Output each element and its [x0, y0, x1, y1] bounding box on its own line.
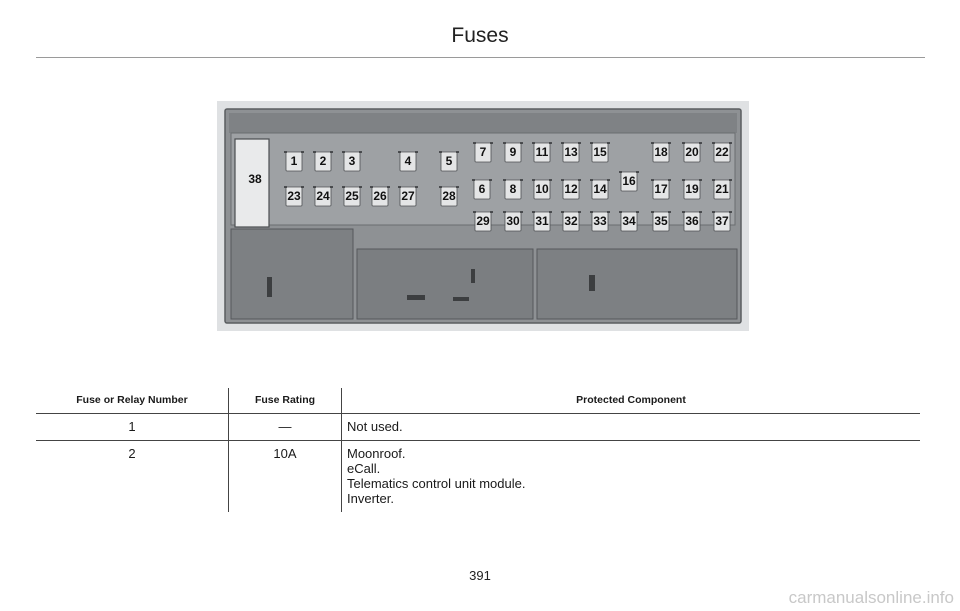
protected-component-cell	[342, 414, 921, 441]
fuse-number-label: 29	[476, 214, 490, 228]
column-header-rating: Fuse Rating	[229, 388, 342, 414]
fuse-rating-cell: 10A	[229, 441, 342, 513]
protected-component-cell	[342, 441, 921, 513]
fuse-box-illustration	[217, 101, 749, 331]
fuse-number-label: 1	[290, 154, 298, 168]
fuse-number-label: 11	[535, 145, 549, 159]
fuse-number-label: 31	[535, 214, 549, 228]
fuse-number-label: 38	[248, 172, 262, 186]
latch-slot-left	[267, 277, 272, 297]
component-line: eCall.	[347, 461, 381, 476]
page-title: Fuses	[451, 24, 509, 47]
fuse-number-label: 20	[685, 145, 699, 159]
fuse-rating-cell: —	[229, 414, 342, 441]
fuse-number-label: 6	[478, 182, 486, 196]
fuse-number-label: 19	[685, 182, 699, 196]
lower-compartment-left	[231, 229, 353, 319]
column-header-number: Fuse or Relay Number	[36, 388, 229, 414]
column-header-component: Protected Component	[342, 388, 921, 414]
fuse-number-label: 32	[564, 214, 578, 228]
fuse-table	[36, 388, 920, 512]
component-line: Telematics control unit module.	[347, 476, 526, 491]
fuse-number-label: 22	[715, 145, 729, 159]
fuse-number-label: 10	[535, 182, 549, 196]
fuse-number-label: 33	[593, 214, 607, 228]
fuse-number-label: 34	[622, 214, 636, 228]
fuse-number-label: 13	[564, 145, 578, 159]
fuse-number-label: 12	[564, 182, 578, 196]
fuse-number-label: 37	[715, 214, 729, 228]
fuse-number-label: 17	[654, 182, 668, 196]
fuse-number-label: 5	[445, 154, 453, 168]
tab-slot-center	[407, 295, 425, 300]
table-header-row	[36, 388, 920, 414]
fuse-number-label: 9	[509, 145, 517, 159]
latch-slot-right	[589, 275, 595, 291]
housing-top-rail	[229, 113, 737, 133]
page-number: 391	[469, 568, 491, 583]
fuse-number-label: 27	[401, 189, 415, 203]
fuse-number-label: 28	[442, 189, 456, 203]
fuse-number-label: 26	[373, 189, 387, 203]
fuse-number-cell: 2	[128, 446, 136, 461]
fuse-number-label: 7	[479, 145, 487, 159]
watermark: carmanualsonline.info	[788, 588, 954, 607]
fuse-number-label: 8	[509, 182, 517, 196]
fuse-box-diagram	[217, 101, 749, 331]
fuse-number-label: 4	[404, 154, 412, 168]
fuse-number-cell: 1	[36, 414, 229, 441]
lower-compartment-center	[357, 249, 533, 319]
tab-slot-center-2	[453, 297, 469, 301]
component-line: Moonroof.	[347, 446, 406, 461]
component-line: Inverter.	[347, 491, 394, 506]
table-row	[36, 441, 920, 513]
fuse-number-label: 15	[593, 145, 607, 159]
component-line: Not used.	[347, 419, 403, 434]
fuse-number-label: 2	[319, 154, 327, 168]
fuse-number-label: 25	[345, 189, 359, 203]
fuse-number-label: 3	[348, 154, 356, 168]
fuse-number-label: 18	[654, 145, 668, 159]
fuse-number-label: 14	[593, 182, 607, 196]
fuse-number-label: 24	[316, 189, 330, 203]
latch-slot-center	[471, 269, 475, 283]
fuse-number-label: 36	[685, 214, 699, 228]
fuse-number-label: 16	[622, 174, 636, 188]
title-divider	[36, 57, 925, 58]
fuse-number-label: 35	[654, 214, 668, 228]
fuse-number-label: 23	[287, 189, 301, 203]
table-row	[36, 414, 920, 441]
fuse-number-label: 21	[715, 182, 729, 196]
fuse-number-label: 30	[506, 214, 520, 228]
lower-compartment-right	[537, 249, 737, 319]
